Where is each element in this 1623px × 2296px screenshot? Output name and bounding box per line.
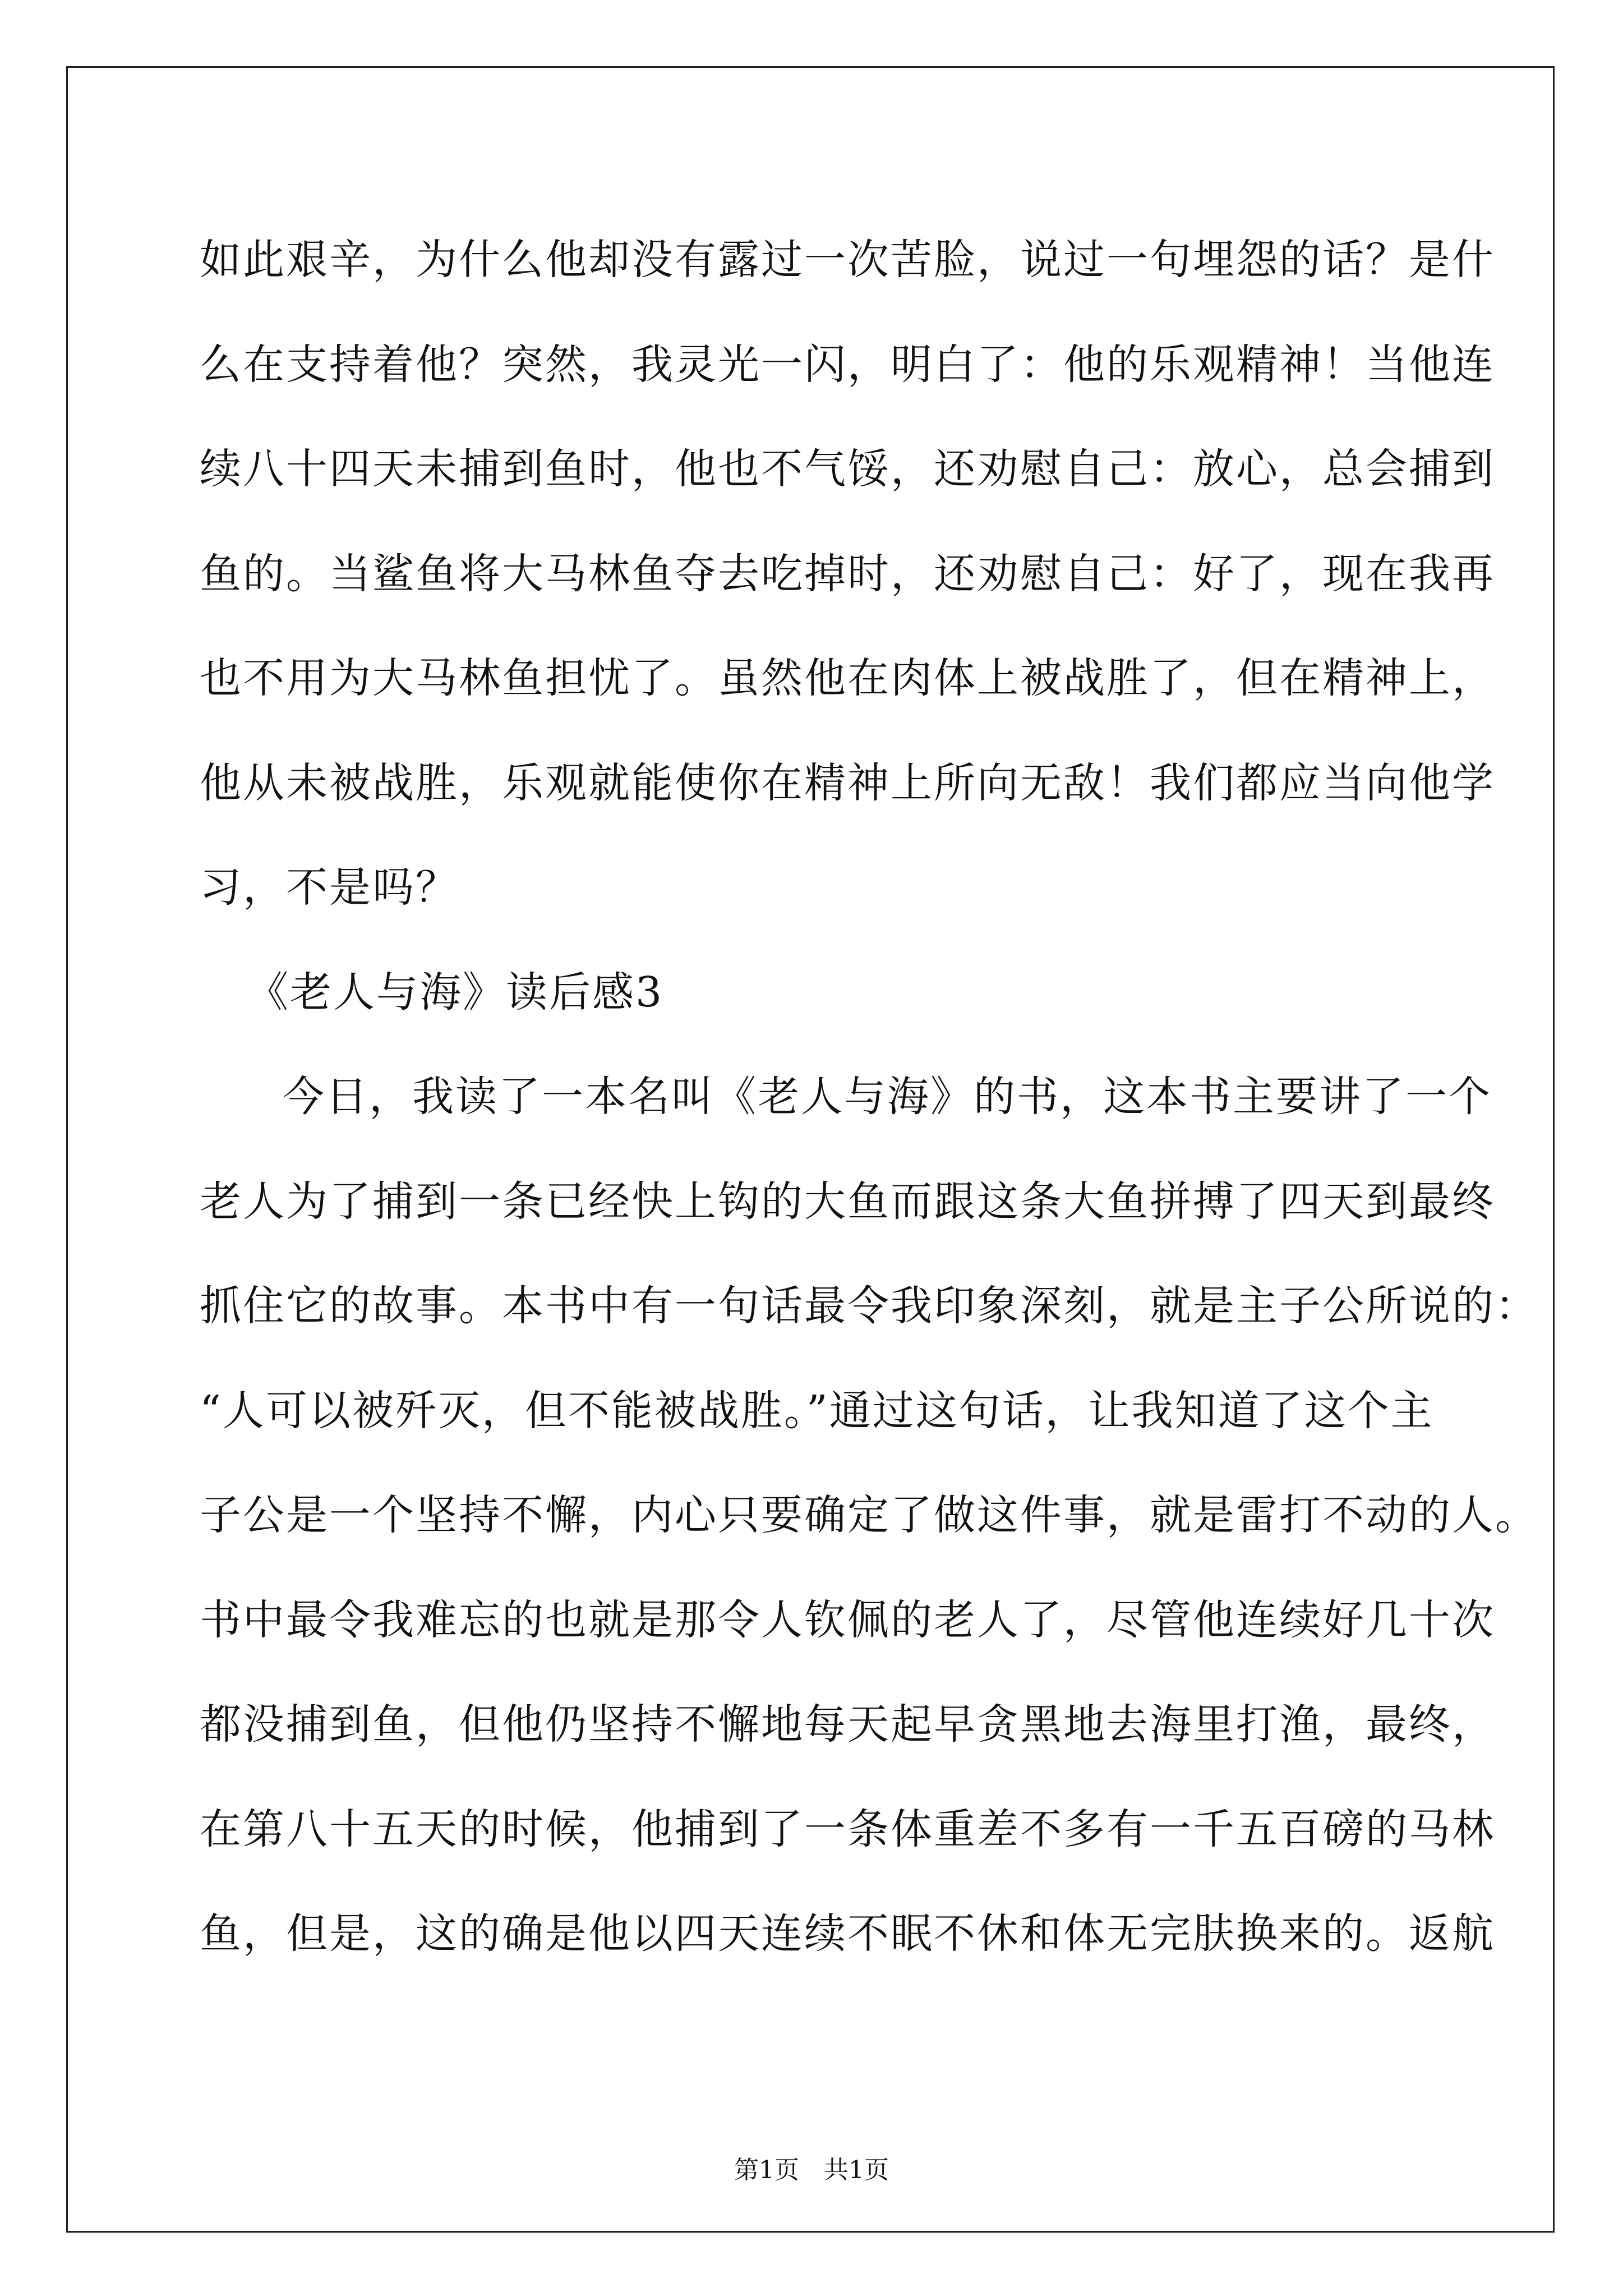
paragraph-line: 都没捕到鱼，但他仍坚持不懈地每天起早贪黑地去海里打渔，最终， bbox=[200, 1700, 1495, 1749]
page-number-footer: 第1页 共1页 bbox=[734, 2156, 889, 2184]
paragraph-line: 抓住它的故事。本书中有一句话最令我印象深刻，就是主子公所说的： bbox=[200, 1282, 1538, 1330]
paragraph-line: 鱼的。当鲨鱼将大马林鱼夺去吃掉时，还劝慰自己：好了，现在我再 bbox=[200, 549, 1495, 598]
section-heading: 《老人与海》读后感3 bbox=[247, 968, 664, 1016]
paragraph-line: 习，不是吗？ bbox=[200, 863, 459, 912]
paragraph-line: 子公是一个坚持不懈，内心只要确定了做这件事，就是雷打不动的人。 bbox=[200, 1491, 1538, 1539]
paragraph-line: 续八十四天未捕到鱼时，他也不气馁，还劝慰自己：放心，总会捕到 bbox=[200, 445, 1495, 493]
paragraph-line: 今日，我读了一本名叫《老人与海》的书，这本书主要讲了一个 bbox=[283, 1073, 1492, 1121]
document-body bbox=[200, 208, 1538, 1986]
paragraph-line: 书中最令我难忘的也就是那令人钦佩的老人了，尽管他连续好几十次 bbox=[200, 1595, 1495, 1644]
paragraph-line: 鱼，但是，这的确是他以四天连续不眠不休和体无完肤换来的。返航 bbox=[200, 1910, 1495, 1958]
paragraph-line: 如此艰辛，为什么他却没有露过一次苦脸，说过一句埋怨的话？是什 bbox=[200, 236, 1495, 284]
paragraph-line: 在第八十五天的时候，他捕到了一条体重差不多有一千五百磅的马林 bbox=[200, 1805, 1495, 1853]
paragraph-line: “人可以被歼灭，但不能被战胜。”通过这句话，让我知道了这个主 bbox=[200, 1386, 1434, 1435]
paragraph-line: 么在支持着他？突然，我灵光一闪，明白了：他的乐观精神！当他连 bbox=[200, 340, 1495, 389]
paragraph-line: 他从未被战胜，乐观就能使你在精神上所向无敌！我们都应当向他学 bbox=[200, 758, 1495, 807]
paragraph-line: 也不用为大马林鱼担忧了。虽然他在肉体上被战胜了，但在精神上， bbox=[200, 654, 1495, 702]
paragraph-line: 老人为了捕到一条已经快上钩的大鱼而跟这条大鱼拼搏了四天到最终 bbox=[200, 1177, 1495, 1226]
